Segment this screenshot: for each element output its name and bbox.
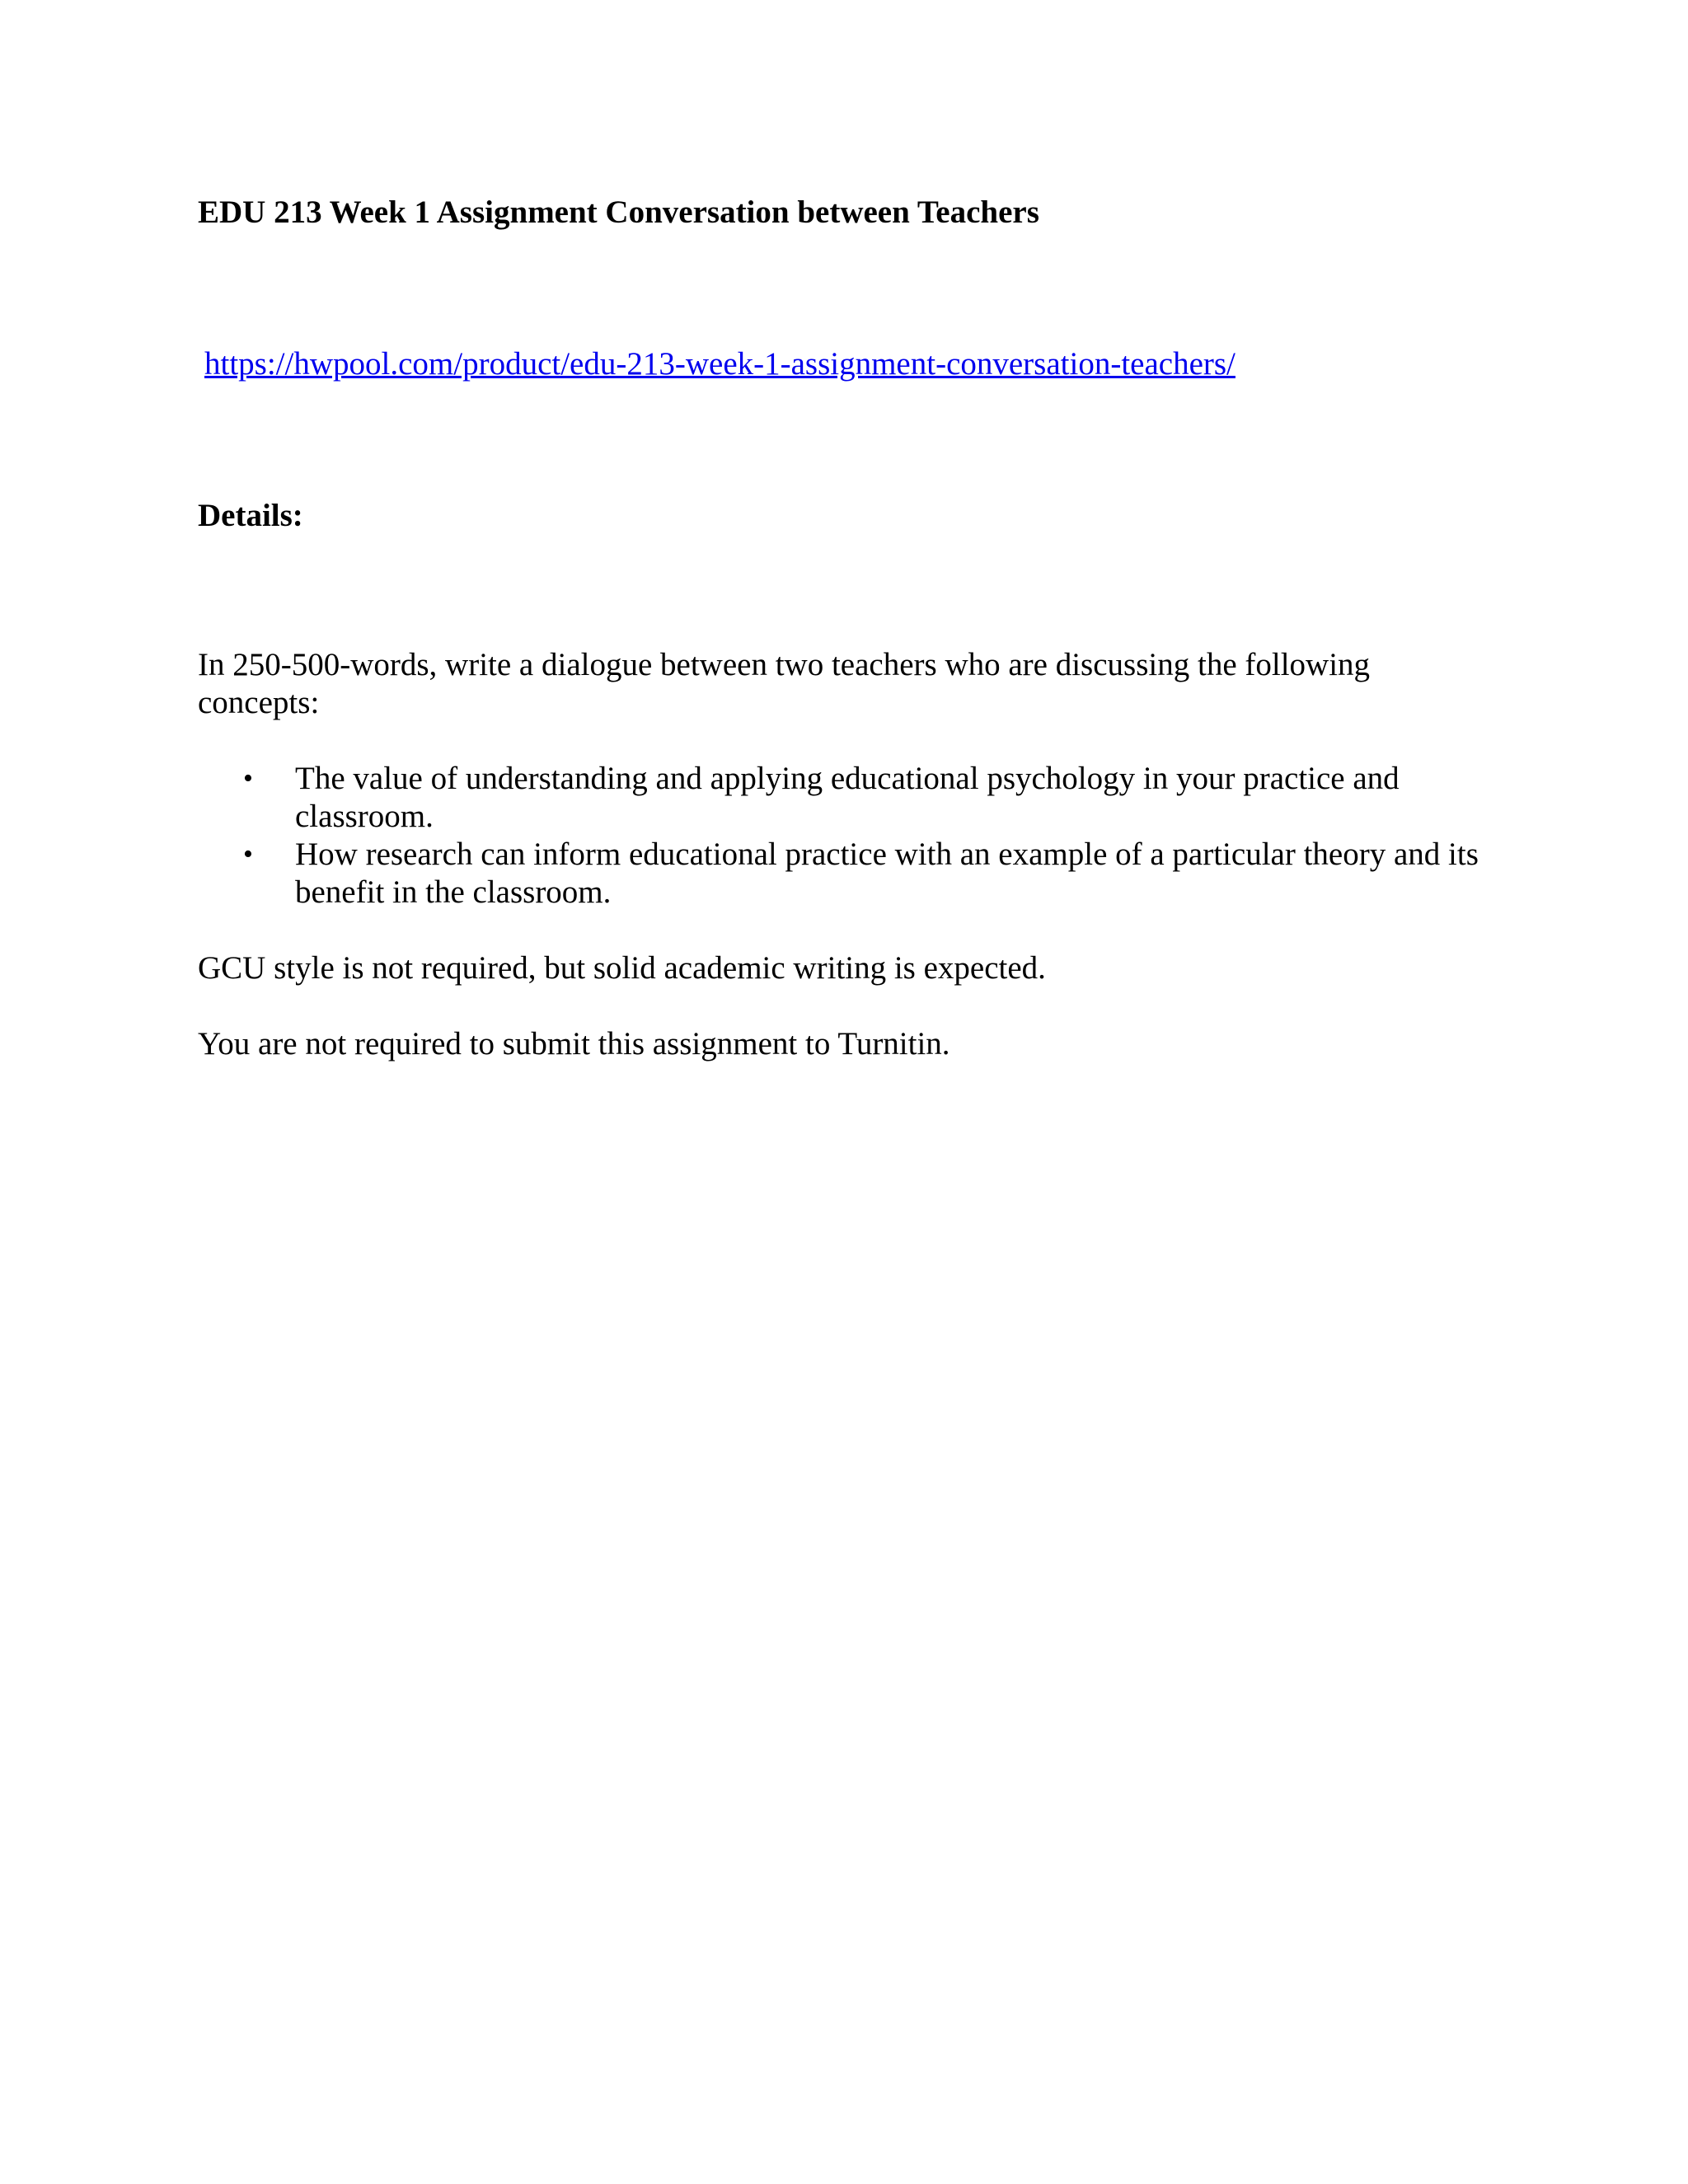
document-title: EDU 213 Week 1 Assignment Conversation between Teachers — [198, 194, 1039, 230]
intro-paragraph: In 250-500-words, write a dialogue between two teachers who are discussing the following concepts: — [198, 647, 1371, 720]
concepts-list — [198, 760, 1484, 912]
style-note: GCU style is not required, but solid academic writing is expected. — [198, 950, 1046, 986]
list-item-text: The value of understanding and applying educational psychology in your practice and classroom. — [295, 761, 1400, 834]
product-link[interactable]: https://hwpool.com/product/edu-213-week-1-assignment-conversation-teachers/ — [204, 346, 1236, 382]
bullet-icon: • — [243, 839, 253, 869]
submit-note: You are not required to submit this assignment to Turnitin. — [198, 1026, 950, 1062]
list-item-text: How research can inform educational practice with an example of a particular theory and its benefit in the classroom. — [295, 837, 1479, 910]
list-item — [198, 760, 1484, 836]
details-heading: Details: — [198, 498, 303, 533]
list-item — [198, 836, 1484, 912]
bullet-icon: • — [243, 763, 253, 794]
